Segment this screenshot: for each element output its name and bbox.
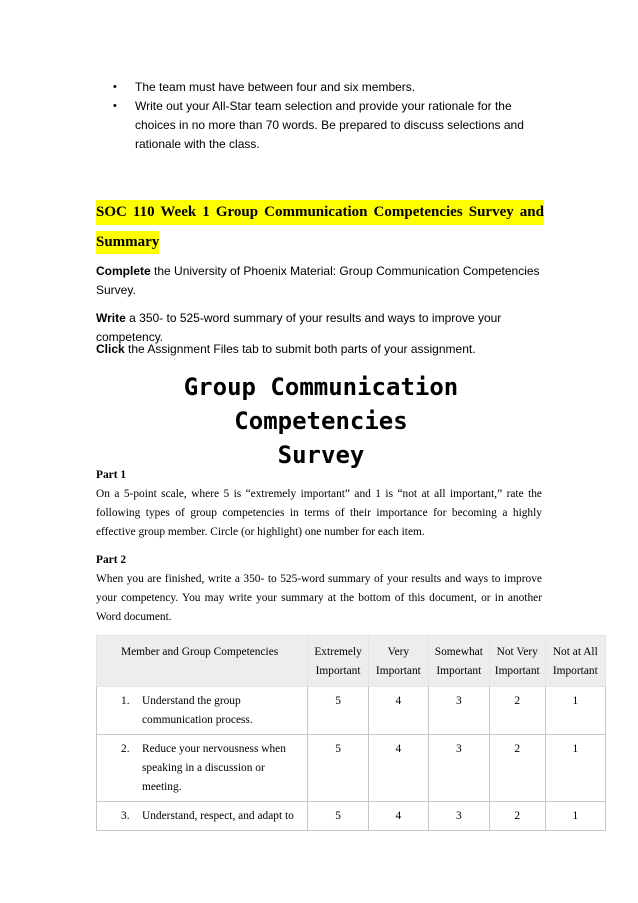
item-text: Understand the group communication process. — [142, 695, 253, 726]
instruction-verb: Click — [96, 342, 125, 356]
column-header: Very Important — [369, 636, 429, 687]
competency-cell — [97, 802, 308, 831]
score-very-important[interactable]: 4 — [369, 735, 429, 802]
item-number: 2. — [121, 743, 130, 755]
bullet-icon: • — [113, 81, 117, 93]
survey-title — [96, 370, 546, 472]
bullet-item — [113, 97, 553, 154]
column-header: Somewhat Important — [428, 636, 489, 687]
table-row — [97, 735, 606, 802]
table-header-row — [97, 636, 606, 687]
column-header: Not Very Important — [489, 636, 545, 687]
bullet-item — [113, 78, 553, 97]
instruction-complete — [96, 262, 546, 300]
survey-title-line2: Survey — [277, 441, 365, 469]
score-somewhat-important[interactable]: 3 — [428, 735, 489, 802]
instruction-text: a 350- to 525-word summary of your results and ways to improve your competency. — [96, 311, 502, 344]
item-number: 3. — [121, 810, 130, 822]
score-somewhat-important[interactable]: 3 — [428, 687, 489, 735]
bullet-icon: • — [113, 100, 117, 112]
table-row — [97, 687, 606, 735]
column-header: Member and Group Competencies — [97, 636, 308, 687]
assignment-title-line2: Summary — [96, 231, 159, 254]
instruction-bullets — [113, 78, 553, 154]
part-1-text: On a 5-point scale, where 5 is “extremely important” and 1 is “not at all important,” rate the following types of group competencies in terms of their importance for becoming a highly effective group member. Circle (or highlight) one number for each item. — [96, 488, 542, 538]
competency-cell — [97, 687, 308, 735]
table-row — [97, 802, 606, 831]
instruction-text: the Assignment Files tab to submit both parts of your assignment. — [124, 342, 476, 356]
score-not-at-all-important[interactable]: 1 — [545, 735, 605, 802]
instruction-text: the University of Phoenix Material: Group Communication Competencies Survey. — [96, 264, 540, 297]
part-1 — [96, 466, 542, 542]
part-2-text: When you are finished, write a 350- to 525-word summary of your results and ways to improve your competency. You may write your summary at the bottom of this document, or in another Word document. — [96, 573, 542, 623]
instruction-click — [96, 340, 546, 359]
score-not-very-important[interactable]: 2 — [489, 735, 545, 802]
instruction-verb: Write — [96, 311, 126, 325]
score-not-very-important[interactable]: 2 — [489, 687, 545, 735]
competencies-table — [96, 635, 606, 831]
score-extremely-important[interactable]: 5 — [308, 687, 369, 735]
score-not-at-all-important[interactable]: 1 — [545, 802, 605, 831]
column-header: Not at All Important — [545, 636, 605, 687]
part-2 — [96, 551, 542, 627]
score-somewhat-important[interactable]: 3 — [428, 802, 489, 831]
score-not-at-all-important[interactable]: 1 — [545, 687, 605, 735]
score-very-important[interactable]: 4 — [369, 687, 429, 735]
bullet-text: Write out your All-Star team selection and provide your rationale for the choices in no more than 70 words. Be prepared to discuss selections and rationale with the class. — [135, 99, 524, 151]
score-extremely-important[interactable]: 5 — [308, 735, 369, 802]
item-text: Understand, respect, and adapt to — [142, 810, 294, 822]
score-not-very-important[interactable]: 2 — [489, 802, 545, 831]
item-text: Reduce your nervousness when speaking in a discussion or meeting. — [142, 743, 286, 793]
survey-title-line1: Group Communication Competencies — [183, 373, 459, 435]
competency-cell — [97, 735, 308, 802]
instruction-verb: Complete — [96, 264, 151, 278]
part-1-heading: Part 1 — [96, 469, 127, 481]
column-header: Extremely Important — [308, 636, 369, 687]
assignment-title-line1: SOC 110 Week 1 Group Communication Competencies Survey and — [96, 200, 544, 225]
score-extremely-important[interactable]: 5 — [308, 802, 369, 831]
bullet-text: The team must have between four and six members. — [135, 80, 416, 94]
item-number: 1. — [121, 695, 130, 707]
part-2-heading: Part 2 — [96, 554, 127, 566]
score-very-important[interactable]: 4 — [369, 802, 429, 831]
